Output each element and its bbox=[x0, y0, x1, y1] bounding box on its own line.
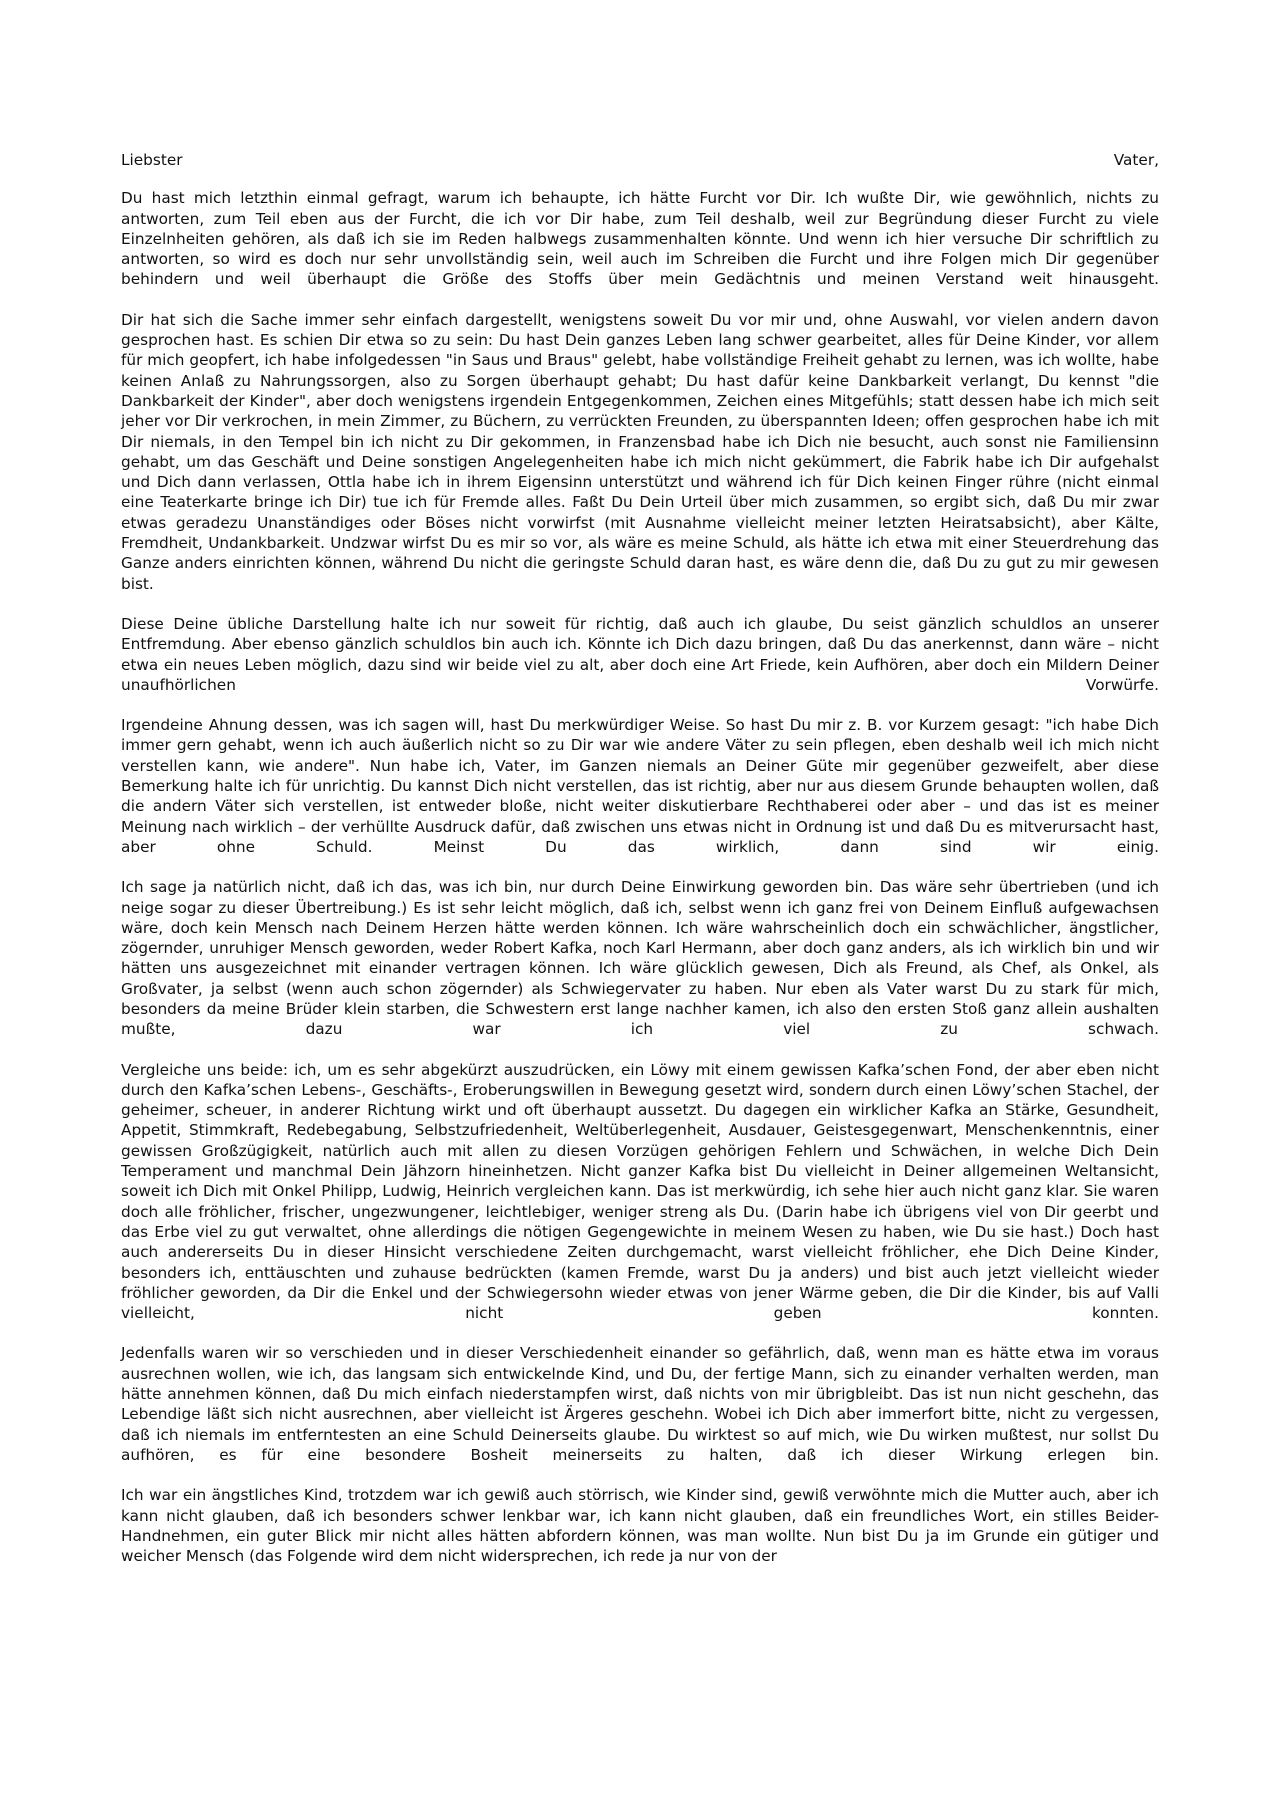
paragraph-8: Ich war ein ängstliches Kind, trotzdem war ich gewiß auch störrisch, wie Kinder sind, gewiß verwöhnte mich die Mutter auch, aber ich kann nicht glauben, daß ich besonders schwer lenkbar war, ich kann nicht glauben, daß ein freundliches Wort, ein stilles Beider-Handnehmen, ein guter Blick mir nicht alles hätten abfordern können, was man wollte. Nun bist Du ja im Grunde ein gütiger und weicher Mensch (das Folgende wird dem nicht widersprechen, ich rede ja nur von der bbox=[121, 1486, 1159, 1566]
paragraph-3: Diese Deine übliche Darstellung halte ich nur soweit für richtig, daß auch ich glaube, Du seist gänzlich schuldlos an unserer Entfremdung. Aber ebenso gänzlich schuldlos bin auch ich. Könnte ich Dich dazu bringen, daß Du das anerkennst, dann wäre – nicht etwa ein neues Leben möglich, dazu sind wir beide viel zu alt, aber doch eine Art Friede, kein Aufhören, aber doch ein Mildern Deiner unaufhörlichen Vorwürfe. bbox=[121, 614, 1159, 694]
paragraph-4: Irgendeine Ahnung dessen, was ich sagen will, hast Du merkwürdiger Weise. So hast Du mir z. B. vor Kurzem gesagt: "ich habe Dich immer gern gehabt, wenn ich auch äußerlich nicht so zu Dir war wie andere Väter zu sein pflegen, eben deshalb weil ich mich nicht verstellen kann, wie andere". Nun habe ich, Vater, im Ganzen niemals an Deiner Güte mir gegenüber gezweifelt, aber diese Bemerkung halte ich für unrichtig. Du kannst Dich nicht verstellen, das ist richtig, aber nur aus diesem Grunde behaupten wollen, daß die andern Väter sich verstellen, ist entweder bloße, nicht weiter diskutierbare Rechthaberei oder aber – und das ist es meiner Meinung nach wirklich – der verhüllte Ausdruck dafür, daß zwischen uns etwas nicht in Ordnung ist und daß Du es mitverursacht hast, aber ohne Schuld. Meinst Du das wirklich, dann sind wir einig. bbox=[121, 716, 1159, 856]
letter-salutation: Liebster Vater, bbox=[121, 151, 1159, 169]
paragraph-7: Jedenfalls waren wir so verschieden und in dieser Verschiedenheit einander so gefährlich, daß, wenn man es hätte etwa im voraus ausrechnen wollen, wie ich, das langsam sich entwickelnde Kind, und Du, der fertige Mann, sich zu einander verhalten werden, man hätte annehmen können, daß Du mich einfach niederstampfen wirst, daß nichts von mir übrigbleibt. Das ist nun nicht geschehn, das Lebendige läßt sich nicht ausrechnen, aber vielleicht ist Ärgeres geschehn. Wobei ich Dich aber immerfort bitte, nicht zu vergessen, daß ich niemals im entferntesten an eine Schuld Deinerseits glaube. Du wirktest so auf mich, wie Du wirken mußtest, nur sollst Du aufhören, es für eine besondere Bosheit meinerseits zu halten, daß ich dieser Wirkung erlegen bin. bbox=[121, 1344, 1159, 1464]
paragraph-6: Vergleiche uns beide: ich, um es sehr abgekürzt auszudrücken, ein Löwy mit einem gewissen Kafka’schen Fond, der aber eben nicht durch den Kafka’schen Lebens-, Geschäfts-, Eroberungswillen in Bewegung gesetzt wird, sondern durch einen Löwy’schen Stachel, der geheimer, scheuer, in anderer Richtung wirkt und oft überhaupt aussetzt. Du dagegen ein wirklicher Kafka an Stärke, Gesundheit, Appetit, Stimmkraft, Redebegabung, Selbstzufriedenheit, Weltüberlegenheit, Ausdauer, Geistesgegenwart, Menschenkenntnis, einer gewissen Großzügigkeit, natürlich auch mit allen zu diesen Vorzügen gehörigen Fehlern und Schwächen, in welche Dich Dein Temperament und manchmal Dein Jähzorn hineinhetzen. Nicht ganzer Kafka bist Du vielleicht in Deiner allgemeinen Weltansicht, soweit ich Dich mit Onkel Philipp, Ludwig, Heinrich vergleichen kann. Das ist merkwürdig, ich sehe hier auch nicht ganz klar. Sie waren doch alle fröhlicher, frischer, ungezwungener, leichtlebiger, weniger streng als Du. (Darin habe ich übrigens viel von Dir geerbt und das Erbe viel zu gut verwaltet, ohne allerdings die nötigen Gegengewichte in meinem Wesen zu haben, wie Du sie hast.) Doch hast auch andererseits Du in dieser Hinsicht verschiedene Zeiten durchgemacht, warst vielleicht fröhlicher, ehe Dich Deine Kinder, besonders ich, enttäuschten und zuhause bedrückten (kamen Fremde, warst Du ja anders) und bist auch jetzt vielleicht wieder fröhlicher geworden, da Dir die Enkel und der Schwiegersohn wieder etwas von jener Wärme geben, die Dir die Kinder, bis auf Valli vielleicht, nicht geben konnten. bbox=[121, 1060, 1159, 1323]
paragraph-5: Ich sage ja natürlich nicht, daß ich das, was ich bin, nur durch Deine Einwirkung geworden bin. Das wäre sehr übertrieben (und ich neige sogar zu dieser Übertreibung.) Es ist sehr leicht möglich, daß ich, selbst wenn ich ganz frei von Deinem Einfluß aufgewachsen wäre, doch kein Mensch nach Deinem Herzen hätte werden können. Ich wäre wahrscheinlich doch ein schwächlicher, ängstlicher, zögernder, unruhiger Mensch geworden, weder Robert Kafka, noch Karl Hermann, aber doch ganz anders, als ich wirklich bin und wir hätten uns ausgezeichnet mit einander vertragen können. Ich wäre glücklich gewesen, Dich als Freund, als Chef, als Onkel, als Großvater, ja selbst (wenn auch schon zögernder) als Schwiegervater zu haben. Nur eben als Vater warst Du zu stark für mich, besonders da meine Brüder klein starben, die Schwestern erst lange nachher kamen, ich also den ersten Stoß ganz allein aushalten mußte, dazu war ich viel zu schwach. bbox=[121, 878, 1159, 1039]
paragraph-2: Dir hat sich die Sache immer sehr einfach dargestellt, wenigstens soweit Du vor mir und, ohne Auswahl, vor vielen andern davon gesprochen hast. Es schien Dir etwa so zu sein: Du hast Dein ganzes Leben lang schwer gearbeitet, alles für Deine Kinder, vor allem für mich geopfert, ich habe infolgedessen "in Saus und Braus" gelebt, habe vollständige Freiheit gehabt zu lernen, was ich wollte, habe keinen Anlaß zu Nahrungssorgen, also zu Sorgen überhaupt gehabt; Du hast dafür keine Dankbarkeit verlangt, Du kennst "die Dankbarkeit der Kinder", aber doch wenigstens irgendein Entgegenkommen, Zeichen eines Mitgefühls; statt dessen habe ich mich seit jeher vor Dir verkrochen, in mein Zimmer, zu Büchern, zu verrückten Freunden, zu überspannten Ideen; offen gesprochen habe ich mit Dir niemals, in den Tempel bin ich nicht zu Dir gekommen, in Franzensbad habe ich Dich nie besucht, auch sonst nie Familiensinn gehabt, um das Geschäft und Deine sonstigen Angelegenheiten habe ich mich nicht gekümmert, die Fabrik habe ich Dir aufgehalst und Dich dann verlassen, Ottla habe ich in ihrem Eigensinn unterstützt und während ich für Dich keinen Finger rühre (nicht einmal eine Teaterkarte bringe ich Dir) tue ich für Fremde alles. Faßt Du Dein Urteil über mich zusammen, so ergibt sich, daß Du mir zwar etwas geradezu Unanständiges oder Böses nicht vorwirfst (mit Ausnahme vielleicht meiner letzten Heiratsabsicht), aber Kälte, Fremdheit, Undankbarkeit. Undzwar wirfst Du es mir so vor, als wäre es meine Schuld, als hätte ich etwa mit einer Steuerdrehung das Ganze anders einrichten können, während Du nicht die geringste Schuld daran hast, es wäre denn die, daß Du zu gut zu mir gewesen bist. bbox=[121, 310, 1159, 593]
paragraph-1: Du hast mich letzthin einmal gefragt, warum ich behaupte, ich hätte Furcht vor Dir. Ich wußte Dir, wie gewöhnlich, nichts zu antworten, zum Teil eben aus der Furcht, die ich vor Dir habe, zum Teil deshalb, weil zur Begründung dieser Furcht zu viele Einzelnheiten gehören, als daß ich sie im Reden halbwegs zusammenhalten könnte. Und wenn ich hier versuche Dir schriftlich zu antworten, so wird es doch nur sehr unvollständig sein, weil auch im Schreiben die Furcht und ihre Folgen mich Dir gegenüber behindern und weil überhaupt die Größe des Stoffs über mein Gedächtnis und meinen Verstand weit hinausgeht. bbox=[121, 189, 1159, 289]
